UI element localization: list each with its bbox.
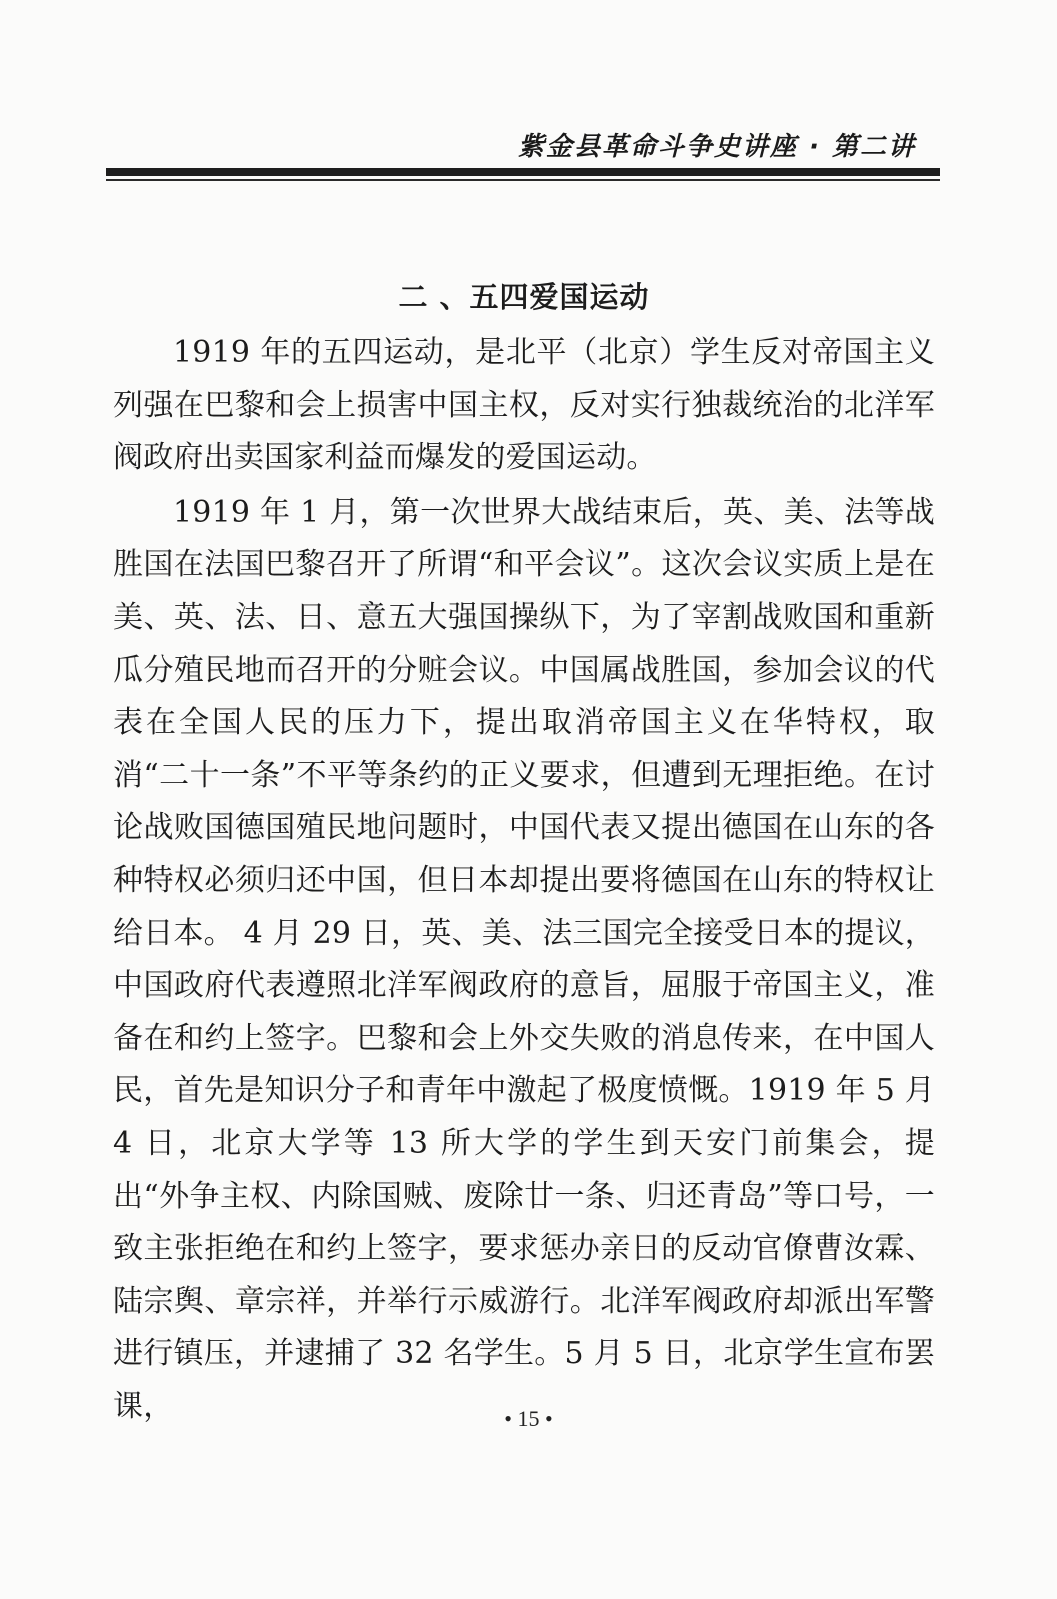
header-rule-thick [106, 168, 940, 176]
header-rule-thin [106, 179, 940, 181]
section-title: 二 、五四爱国运动 [398, 280, 650, 314]
body-text [113, 275, 935, 1435]
paragraph: 1919 年 1 月，第一次世界大战结束后，英、美、法等战胜国在法国巴黎召开了所谓“和平会议”。这次会议实质上是在美、英、法、日、意五大强国操纵下，为了宰割战败国和重新瓜分殖民地而召开的分赃会议。中国属战胜国，参加会议的代表在全国人民的压力下，提出取消帝国主义在华特权，取消“二十一条”不平等条约的正义要求，但遭到无理拒绝。在讨论战败国德国殖民地问题时，中国代表又提出德国在山东的各种特权必须归还中国，但日本却提出要将德国在山东的特权让给日本。 4 月 29 日，英、美、法三国完全接受日本的提议，中国政府代表遵照北洋军阀政府的意旨，屈服于帝国主义，准备在和约上签字。巴黎和会上外交失败的消息传来，在中国人民，首先是知识分子和青年中激起了极度愤慨。1919 年 5 月 4 日，北京大学等 13 所大学的学生到天安门前集会，提出“外争主权、内除国贼、废除廿一条、归还青岛”等口号，一致主张拒绝在和约上签字，要求惩办亲日的反动官僚曹汝霖、陆宗舆、章宗祥，并举行示威游行。北洋军阀政府却派出军警进行镇压，并逮捕了 32 名学生。5 月 5 日，北京学生宣布罢课， [113, 494, 935, 1424]
running-header-title: 紫金县革命斗争史讲座 · 第二讲 [518, 132, 916, 162]
page-number: • 15 • [504, 1406, 553, 1431]
paragraph: 1919 年的五四运动，是北平（北京）学生反对帝国主义列强在巴黎和会上损害中国主权，反对实行独裁统治的北洋军阀政府出卖国家利益而爆发的爱国运动。 [113, 335, 935, 476]
